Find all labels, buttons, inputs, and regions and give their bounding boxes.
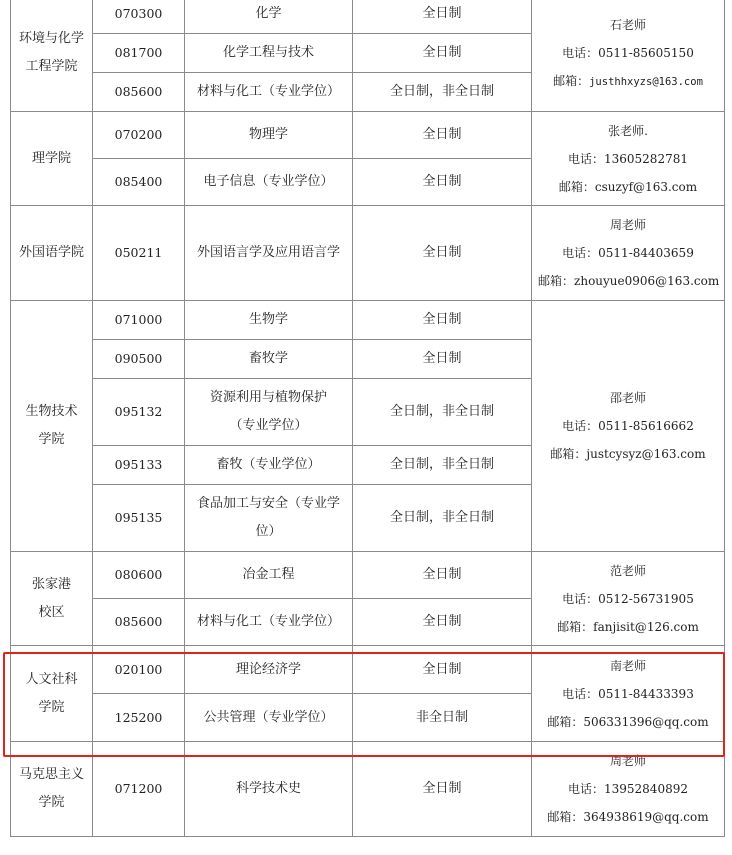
contact-teacher: 周老师 [609, 754, 646, 768]
text-line: 外国语学院 [18, 245, 84, 260]
program-code-cell: 085400 [93, 159, 185, 206]
program-name-cell [185, 112, 353, 159]
contact-cell [532, 552, 725, 646]
text-line: 校区 [38, 604, 65, 620]
contact-teacher: 邵老师 [609, 391, 646, 405]
email-address: 506331396@qq.com [583, 714, 709, 729]
study-mode-cell: 全日制 [353, 301, 532, 340]
program-name-cell [185, 485, 353, 552]
text-line: 环境与化学 [18, 31, 84, 46]
program-code-cell: 095135 [93, 485, 185, 552]
contact-email [538, 67, 718, 96]
email-address: justhhxyzs@163.com [589, 75, 703, 88]
program-code-cell: 050211 [93, 206, 185, 301]
study-mode-cell: 全日制，非全日制 [353, 73, 532, 112]
contact-cell [532, 742, 725, 837]
text-line: （专业学位） [229, 418, 308, 433]
study-mode-cell: 全日制 [353, 112, 532, 159]
email-address: fanjisit@126.com [593, 619, 699, 634]
college-name-cell [11, 206, 93, 301]
program-name-cell [185, 0, 353, 34]
program-code-cell: 125200 [93, 694, 185, 742]
text-line: 物理学 [248, 127, 288, 142]
contact-teacher: 石老师 [609, 17, 646, 32]
contact-email [538, 613, 718, 641]
table-row [11, 552, 725, 599]
contact-cell [532, 646, 725, 742]
text-line: 畜牧学 [248, 351, 288, 366]
email-label: 邮箱： [550, 447, 587, 461]
contact-email [538, 267, 718, 295]
program-name-cell [185, 206, 353, 301]
contact-phone: 电话：0511-85605150 [562, 45, 694, 60]
program-name-cell [185, 340, 353, 379]
program-code-cell: 070300 [93, 0, 185, 34]
program-table [10, 0, 725, 837]
email-label: 邮箱： [558, 179, 595, 194]
contact-teacher: 南老师 [609, 658, 646, 673]
email-label: 邮箱： [553, 73, 590, 88]
contact-phone: 电话：0511-85616662 [562, 419, 694, 433]
text-line: 生物技术 [25, 404, 78, 419]
program-code-cell: 080600 [93, 552, 185, 599]
contact-email [538, 708, 718, 736]
program-code-cell: 085600 [93, 599, 185, 646]
study-mode-cell: 全日制，非全日制 [353, 379, 532, 446]
table-row [11, 206, 725, 301]
program-name-cell [185, 73, 353, 112]
program-code-cell: 071000 [93, 301, 185, 340]
study-mode-cell: 全日制 [353, 159, 532, 206]
text-line: 马克思主义 [18, 767, 84, 782]
program-name-cell [185, 694, 353, 742]
contact-email [538, 803, 718, 831]
text-line: 工程学院 [25, 59, 78, 74]
program-code-cell: 020100 [93, 646, 185, 694]
study-mode-cell: 全日制 [353, 646, 532, 694]
text-line: 科学技术史 [235, 781, 301, 796]
text-line: 化学工程与技术 [222, 45, 314, 60]
college-name-cell [11, 301, 93, 552]
program-code-cell: 095132 [93, 379, 185, 446]
email-address: justcysyz@163.com [586, 447, 706, 461]
study-mode-cell: 全日制 [353, 206, 532, 301]
program-code-cell: 095133 [93, 446, 185, 485]
contact-phone: 电话：13605282781 [568, 151, 688, 166]
text-line: 资源利用与植物保护 [209, 390, 327, 405]
text-line: 学院 [38, 699, 65, 715]
program-code-cell: 081700 [93, 34, 185, 73]
text-line: 理论经济学 [235, 661, 301, 677]
study-mode-cell: 全日制 [353, 599, 532, 646]
text-line: 冶金工程 [242, 567, 295, 582]
text-line: 电子信息（专业学位） [203, 174, 334, 189]
program-name-cell [185, 742, 353, 837]
program-name-cell [185, 379, 353, 446]
program-name-cell [185, 446, 353, 485]
college-name-cell [11, 552, 93, 646]
contact-cell [532, 112, 725, 206]
college-name-cell [11, 112, 93, 206]
text-line: 理学院 [31, 150, 71, 166]
contact-cell [532, 0, 725, 112]
program-code-cell: 070200 [93, 112, 185, 159]
text-line: 生物学 [248, 312, 288, 327]
table-row [11, 301, 725, 340]
contact-cell [532, 301, 725, 552]
email-address: 364938619@qq.com [583, 810, 709, 824]
email-label: 邮箱： [538, 274, 575, 288]
program-name-cell [185, 159, 353, 206]
text-line: 公共管理（专业学位） [203, 709, 334, 725]
study-mode-cell: 全日制 [353, 0, 532, 34]
study-mode-cell: 全日制 [353, 742, 532, 837]
contact-phone: 电话：0511-84403659 [562, 246, 694, 260]
text-line: 张家港 [31, 576, 71, 592]
study-mode-cell: 全日制，非全日制 [353, 485, 532, 552]
text-line: 位） [255, 524, 282, 539]
program-name-cell [185, 301, 353, 340]
table-row [11, 112, 725, 159]
table-row [11, 0, 725, 34]
study-mode-cell: 全日制，非全日制 [353, 446, 532, 485]
program-name-cell [185, 599, 353, 646]
program-name-cell [185, 646, 353, 694]
study-mode-cell: 全日制 [353, 552, 532, 599]
email-address: zhouyue0906@163.com [574, 274, 720, 288]
email-address: csuzyf@163.com [594, 179, 698, 194]
contact-teacher: 范老师 [609, 563, 646, 578]
study-mode-cell: 全日制 [353, 340, 532, 379]
text-line: 学院 [38, 795, 65, 810]
text-line: 化学 [255, 6, 282, 21]
program-name-cell [185, 552, 353, 599]
contact-email [538, 440, 718, 468]
program-code-cell: 090500 [93, 340, 185, 379]
text-line: 材料与化工（专业学位） [196, 614, 340, 629]
text-line: 材料与化工（专业学位） [196, 84, 340, 99]
study-mode-cell: 全日制 [353, 34, 532, 73]
college-name-cell [11, 0, 93, 112]
study-mode-cell: 非全日制 [353, 694, 532, 742]
contact-email [538, 173, 718, 201]
text-line: 学院 [38, 432, 65, 447]
email-label: 邮箱： [547, 810, 584, 824]
contact-phone: 电话：0512-56731905 [562, 591, 694, 606]
college-name-cell [11, 646, 93, 742]
program-name-cell [185, 34, 353, 73]
contact-phone: 电话：0511-84433393 [562, 686, 694, 701]
program-code-cell: 071200 [93, 742, 185, 837]
email-label: 邮箱： [547, 714, 584, 729]
text-line: 畜牧（专业学位） [216, 457, 321, 472]
table-row [11, 646, 725, 694]
text-line: 食品加工与安全（专业学 [196, 496, 340, 511]
table-row [11, 742, 725, 837]
email-label: 邮箱： [557, 619, 594, 634]
text-line: 外国语言学及应用语言学 [196, 245, 340, 260]
program-code-cell: 085600 [93, 73, 185, 112]
college-name-cell [11, 742, 93, 837]
program-table-body [11, 0, 725, 837]
contact-teacher: 周老师 [609, 218, 646, 232]
contact-phone: 电话：13952840892 [568, 782, 688, 796]
contact-teacher: 张老师. [608, 123, 648, 138]
contact-cell [532, 206, 725, 301]
text-line: 人文社科 [25, 671, 78, 687]
